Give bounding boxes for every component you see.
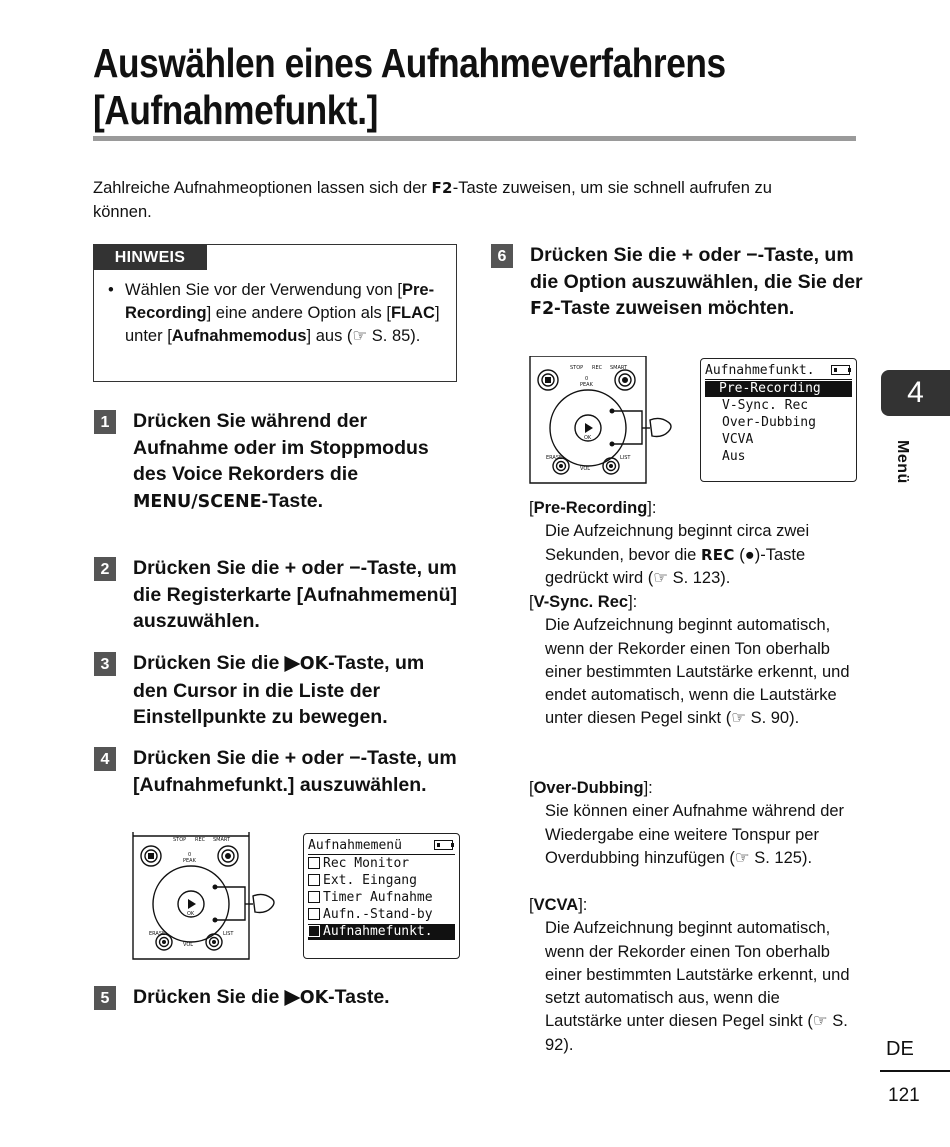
lcd-row-selected <box>705 381 852 397</box>
label-list: LIST <box>223 931 234 937</box>
lcd-header-text: Aufnahmemenü <box>308 838 402 853</box>
step-number: 6 <box>491 244 513 268</box>
title-rule <box>93 136 856 141</box>
key-rec: REC <box>700 545 735 564</box>
lcd-header <box>705 363 852 380</box>
step-text <box>133 408 463 515</box>
label-peak: PEAK <box>580 382 593 388</box>
option-description <box>529 591 859 731</box>
label-list: LIST <box>620 455 631 461</box>
step-text <box>133 650 463 731</box>
step-text-part: Drücken Sie die ▶ <box>133 652 300 674</box>
label-stop: STOP <box>173 837 187 843</box>
label-smart: SMART <box>213 837 231 843</box>
note-text <box>108 279 448 348</box>
note-badge: HINWEIS <box>93 244 207 270</box>
step-text: Drücken Sie die + oder −-Taste, um [Aufnahmefunkt.] auszuwählen. <box>133 747 457 796</box>
lcd-row-text: V-Sync. Rec <box>722 398 809 413</box>
label-zero: 0 <box>188 852 192 858</box>
step-number: 2 <box>94 557 116 581</box>
lcd-row <box>308 856 455 872</box>
step-text: Drücken Sie die + oder −-Taste, um die Registerkarte [Aufnahmemenü] auszuwählen. <box>133 557 457 632</box>
option-description <box>529 497 859 590</box>
note-text-1: Wählen Sie vor der Verwendung von [ <box>125 281 402 299</box>
lcd-row-text: Ext. Eingang <box>323 873 417 888</box>
label-stop: STOP <box>570 365 584 371</box>
intro-text-2: -Taste zuweisen, um sie schnell aufrufen zu können. <box>93 179 772 221</box>
battery-icon <box>831 365 850 375</box>
step-text-part: Drücken Sie die ▶ <box>133 986 300 1008</box>
lcd-row-text: Over-Dubbing <box>722 415 816 430</box>
option-body <box>529 520 859 590</box>
lcd-row-text: Rec Monitor <box>323 856 410 871</box>
lcd-row-text: Aus <box>722 449 746 464</box>
intro-text-1: Zahlreiche Aufnahmeoptionen lassen sich der <box>93 179 432 197</box>
label-vol: VOL <box>580 466 591 472</box>
recorder-illustration <box>528 356 678 484</box>
label-vol: VOL <box>183 942 194 948</box>
label-ok: OK <box>187 911 195 917</box>
step-text-part: Drücken Sie die + oder −-Taste, um die Option auszuwählen, die Sie der <box>530 244 863 293</box>
option-term-text: Over-Dubbing <box>533 779 644 797</box>
lcd-row-text: Timer Aufnahme <box>323 890 433 905</box>
step-text-part: -Taste. <box>261 489 324 512</box>
note-text-3: ] unter [ <box>125 304 440 345</box>
lcd-row-text: Aufn.-Stand-by <box>323 907 433 922</box>
option-description <box>529 777 859 870</box>
step-text-part: Drücken Sie während der Aufnahme oder im Stoppmodus des Voice Rekorders die <box>133 410 429 485</box>
step-text <box>133 984 463 1012</box>
lcd-row <box>308 873 455 889</box>
step-text <box>530 242 865 323</box>
step-number: 3 <box>94 652 116 676</box>
note-text-4: ] aus (☞ S. 85). <box>306 327 421 345</box>
option-term-text: VCVA <box>533 896 579 914</box>
option-term: [V-Sync. Rec]: <box>529 593 638 611</box>
key-menu-scene: MENU/SCENE <box>133 491 262 512</box>
lcd-row-text: VCVA <box>722 432 754 447</box>
label-rec: REC <box>195 837 206 843</box>
lcd-row-selected <box>308 924 455 940</box>
page-number: 121 <box>888 1085 920 1106</box>
lcd-row <box>705 415 852 431</box>
standby-icon <box>308 908 320 920</box>
step-text-part: -Taste, um den Cursor in die Liste der Einstellpunkte zu bewegen. <box>133 652 425 728</box>
option-term-text: V-Sync. Rec <box>533 593 629 611</box>
label-erase: ERASE <box>149 931 166 937</box>
step-number: 4 <box>94 747 116 771</box>
option-term: [Pre-Recording]: <box>529 499 657 517</box>
lcd-row <box>705 449 852 465</box>
lcd-row-text: Aufnahmefunkt. <box>323 924 433 939</box>
option-body-text: (●)-Taste gedrückt wird (☞ S. 123). <box>545 545 806 587</box>
option-body: Die Aufzeichnung beginnt automatisch, wenn der Rekorder einen Ton oberhalb einer bestimmten Lautstärke erkennt, und endet automatisch, wenn die Lautstärke unter diesen Pegel sinkt (☞ S. 90). <box>545 616 850 728</box>
key-ok: OK <box>299 988 329 1008</box>
label-zero: 0 <box>585 376 589 382</box>
microphone-icon <box>308 874 320 886</box>
lcd-screen-recording-function <box>700 358 857 482</box>
lcd-row <box>308 890 455 906</box>
chapter-label: Menü <box>894 440 911 484</box>
label-peak: PEAK <box>183 858 196 864</box>
lcd-header-text: Aufnahmefunkt. <box>705 363 815 378</box>
timer-icon <box>308 891 320 903</box>
option-term: [Over-Dubbing]: <box>529 779 653 797</box>
step-number: 5 <box>94 986 116 1010</box>
note-bullet: • <box>108 281 114 299</box>
lcd-row <box>705 432 852 448</box>
step-number: 1 <box>94 410 116 434</box>
option-body: Sie können einer Aufnahme während der Wiedergabe eine weitere Tonspur per Overdubbing hinzufügen (☞ S. 125). <box>545 802 845 867</box>
battery-icon <box>434 840 453 850</box>
label-ok: OK <box>584 435 592 441</box>
rec-monitor-icon <box>308 857 320 869</box>
note-bold-2: FLAC <box>390 304 435 322</box>
intro-key-f2: F2 <box>431 179 453 197</box>
label-smart: SMART <box>610 365 628 371</box>
lcd-row <box>308 907 455 923</box>
note-bold-3: Aufnahmemodus <box>171 327 307 345</box>
key-f2: F2 <box>530 299 555 319</box>
option-term: [VCVA]: <box>529 896 588 914</box>
note-bold-1: Pre-Recording <box>125 281 435 322</box>
key-ok: OK <box>299 654 329 674</box>
lcd-header <box>308 838 455 855</box>
lcd-screen-recording-menu <box>303 833 460 959</box>
lcd-row <box>705 398 852 414</box>
label-erase: ERASE <box>546 455 563 461</box>
intro-paragraph <box>93 176 813 224</box>
option-body: Die Aufzeichnung beginnt automatisch, wenn der Rekorder einen Ton oberhalb einer bestimmten Lautstärke erkennt, und setzt automatisch aus, wenn die Lautstärke unter diesen Pegel sinkt (☞ S. 92). <box>545 919 850 1054</box>
recorder-illustration <box>131 832 281 960</box>
chapter-tab: 4 <box>881 370 950 416</box>
page-title <box>93 40 751 134</box>
step-text-part: -Taste zuweisen möchten. <box>554 297 795 319</box>
function-icon <box>308 925 320 937</box>
title-line-2: [Aufnahmefunkt.] <box>93 87 378 133</box>
footer-rule <box>880 1070 950 1072</box>
label-rec: REC <box>592 365 603 371</box>
option-term-text: Pre-Recording <box>533 499 648 517</box>
option-description <box>529 894 859 1057</box>
title-line-1: Auswählen eines Aufnahmeverfahrens <box>93 40 726 86</box>
note-text-2: ] eine andere Option als [ <box>206 304 391 322</box>
step-text-part: -Taste. <box>328 986 390 1008</box>
option-body-text: Die Aufzeichnung beginnt circa zwei Sekunden, bevor die <box>545 522 810 564</box>
lcd-row-text: Pre-Recording <box>719 381 821 396</box>
language-label: DE <box>886 1038 914 1060</box>
